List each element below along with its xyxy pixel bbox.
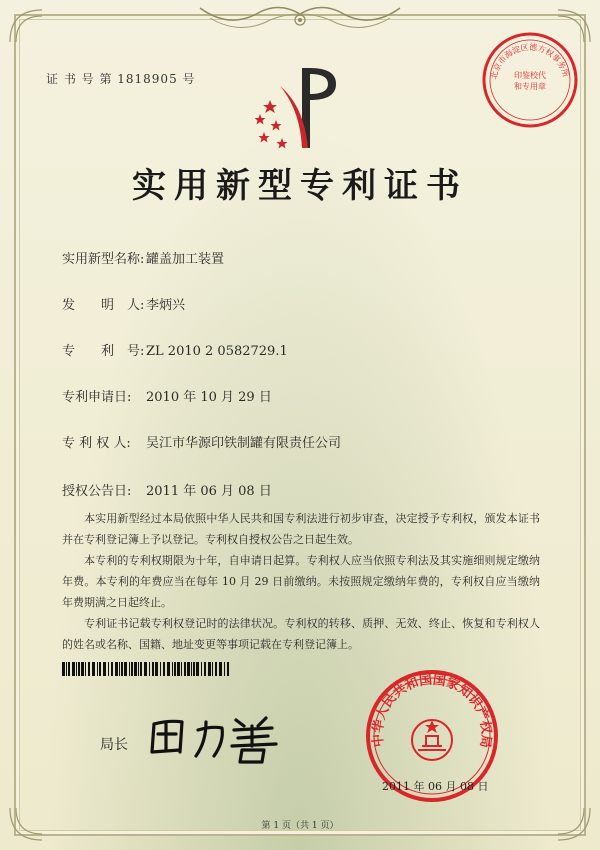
field-patent-number	[62, 340, 288, 359]
issue-date: 2011 年 06 月 08 日	[382, 780, 489, 793]
field-utility-model-name	[62, 248, 224, 267]
barcode-bar	[160, 662, 161, 676]
barcode-bar	[76, 662, 77, 676]
barcode-bar	[115, 662, 118, 676]
barcode-bar	[196, 662, 199, 676]
barcode-bar	[155, 662, 158, 676]
barcode-bar	[219, 662, 222, 676]
agency-seal-center: 印鉴校代和专用章	[514, 71, 546, 91]
barcode-bar	[68, 662, 70, 676]
field-label: 专 利 权 人:	[62, 436, 131, 451]
director-title: 局长	[100, 737, 128, 753]
barcode-bar	[99, 662, 101, 676]
barcode-bar	[172, 662, 173, 676]
barcode-bar	[144, 662, 147, 676]
barcode-bar	[97, 662, 98, 676]
field-grant-date	[62, 480, 272, 499]
field-label: 专利申请日:	[62, 390, 132, 405]
barcode-bar	[227, 662, 229, 676]
certificate-number: 证 书 号 第 1818905 号	[46, 72, 196, 86]
top-ornament	[190, 0, 410, 40]
barcode-bar	[134, 662, 137, 676]
barcode-bar	[66, 662, 67, 676]
field-value: 罐盖加工装置	[146, 252, 225, 267]
barcode-bar	[62, 662, 65, 676]
body-paragraph: 本专利的专利权期限为十年，自申请日起算。专利权人应当依照专利法及其实施细则规定缴纳年费。本专利的年费应当在每年 10 月 29 日前缴纳。未按照规定缴纳年费的，专利权自应当缴纳年费期满之日起终止。	[62, 554, 540, 609]
body-paragraph: 专利证书记载专利权登记时的法律状况。专利权的转移、质押、无效、终止、恢复和专利权人的姓名或名称、国籍、地址变更等事项记载在专利登记簿上。	[62, 617, 540, 651]
barcode-bar	[167, 662, 170, 676]
field-patentee	[62, 432, 341, 451]
field-application-date	[62, 386, 272, 405]
field-label: 专 利 号:	[62, 344, 145, 359]
svg-text:中华人民共和国国家知识产权局	[370, 672, 495, 749]
barcode-bar	[129, 662, 130, 676]
field-value: 李炳兴	[146, 298, 186, 313]
barcode-bar	[111, 662, 113, 676]
barcode-bar	[181, 662, 182, 676]
barcode-bar	[92, 662, 95, 676]
patent-office-logo	[250, 60, 350, 155]
barcode-bar	[215, 662, 217, 676]
barcode-bar	[184, 662, 186, 676]
barcode-bar	[177, 662, 180, 676]
barcode-bar	[138, 662, 139, 676]
page-title: 实用新型专利证书	[132, 166, 468, 206]
barcode-bar	[121, 662, 123, 676]
barcode-bar	[88, 662, 90, 676]
office-seal-text: 中华人民共和国国家知识产权局	[370, 672, 494, 749]
barcode-bar	[103, 662, 106, 676]
field-value: 吴江市华源印铁制罐有限责任公司	[146, 436, 342, 451]
page-number: 第 1 页（共 1 页）	[261, 821, 339, 831]
barcode-bar	[85, 662, 86, 676]
barcode-bar	[149, 662, 150, 676]
barcode-bar	[152, 662, 154, 676]
barcode-bar	[201, 662, 202, 676]
field-label: 发 明 人:	[62, 298, 145, 313]
barcode-bar	[124, 662, 127, 676]
barcode-bar	[204, 662, 206, 676]
body-paragraph: 本实用新型经过本局依照中华人民共和国专利法进行初步审查，决定授予专利权，颁发本证书并在专利登记簿上予以登记。专利权自授权公告之日起生效。	[62, 512, 540, 546]
barcode-bar	[72, 662, 75, 676]
director-signature	[140, 706, 290, 766]
certificate-body	[62, 508, 540, 655]
barcode-bar	[81, 662, 84, 676]
barcode-bar	[140, 662, 142, 676]
barcode-bar	[174, 662, 176, 676]
barcode-bar	[78, 662, 80, 676]
barcode-bar	[208, 662, 211, 676]
barcode-bar	[119, 662, 120, 676]
barcode	[62, 662, 230, 676]
barcode-bar	[212, 662, 213, 676]
field-label: 授权公告日:	[62, 484, 132, 499]
field-value: ZL 2010 2 0582729.1	[146, 344, 288, 359]
barcode-bar	[187, 662, 190, 676]
corner-ornament	[6, 6, 46, 46]
agency-seal	[478, 28, 582, 132]
barcode-bar	[191, 662, 192, 676]
barcode-bar	[163, 662, 165, 676]
field-value: 2011 年 06 月 08 日	[146, 484, 272, 499]
barcode-bar	[108, 662, 109, 676]
barcode-bar	[193, 662, 195, 676]
field-inventor	[62, 294, 185, 313]
field-value: 2010 年 10 月 29 日	[146, 390, 272, 405]
field-label: 实用新型名称:	[62, 252, 145, 267]
barcode-bar	[224, 662, 225, 676]
agency-seal-text: 北京市海淀区德方权事务所	[489, 42, 571, 81]
barcode-bar	[131, 662, 133, 676]
